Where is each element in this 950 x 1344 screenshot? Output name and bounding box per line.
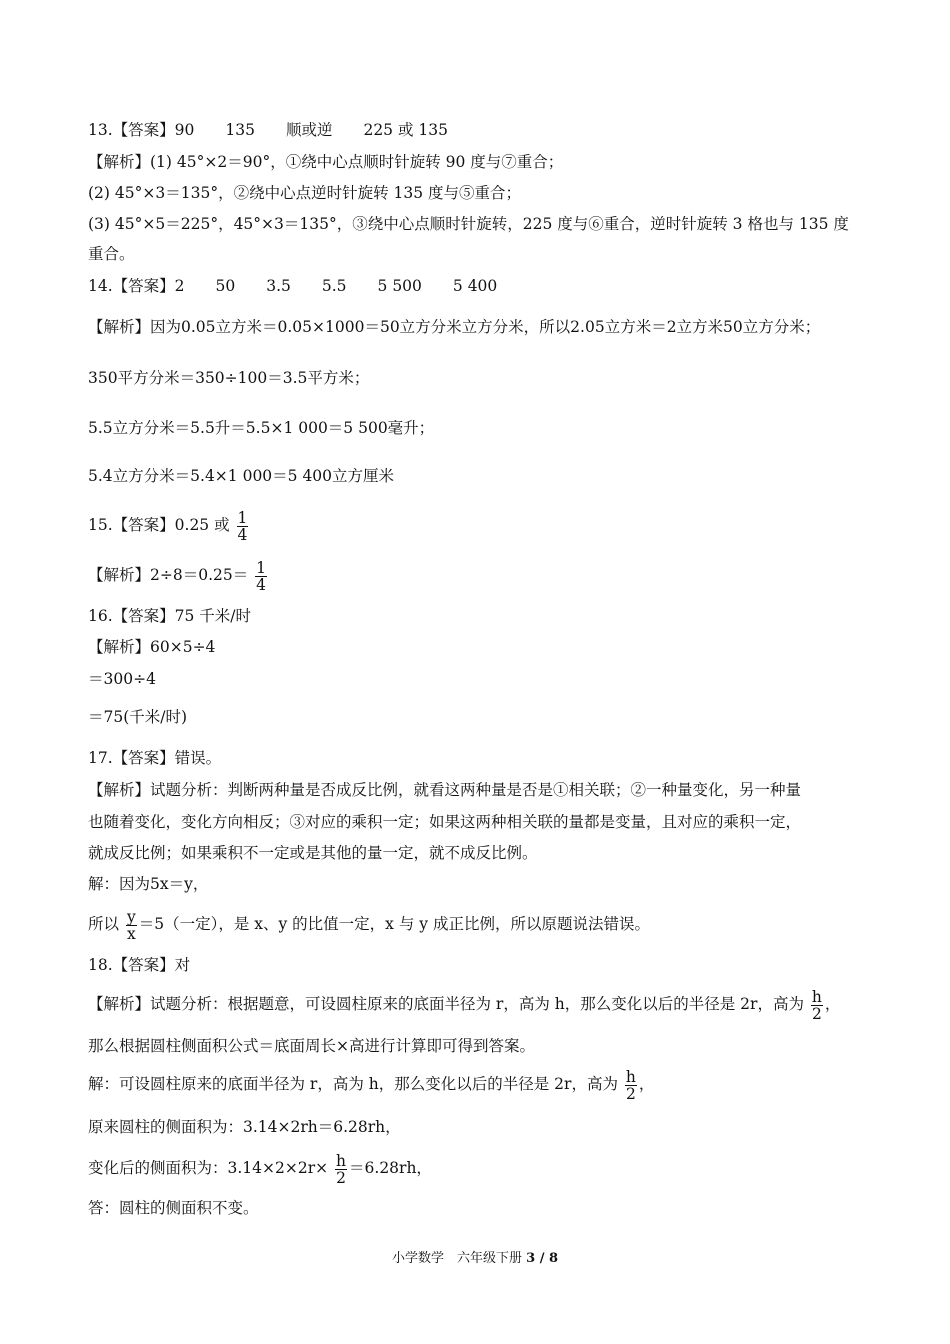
q18-exp3-text: 解：可设圆柱原来的底面半径为 r，高为 h，那么变化以后的半径是 2r，高为 bbox=[88, 1075, 618, 1093]
q13-answer: 13.【答案】90 135 顺或逆 225 或 135 bbox=[88, 121, 448, 139]
q14-answer: 14.【答案】2 50 3.5 5.5 5 500 5 400 bbox=[88, 277, 498, 295]
q13-explanation-line-4: 重合。 bbox=[88, 245, 135, 263]
q15-answer-fraction bbox=[237, 510, 249, 543]
q13-exp2-label: (2) bbox=[88, 184, 110, 202]
q17-exp5-suffix: ＝5（一定），是 x、y 的比值一定，x 与 y 成正比例，所以原题说法错误。 bbox=[138, 915, 650, 933]
q14-explanation-line-3: 5.5立方分米＝5.5升＝5.5×1 000＝5 500毫升； bbox=[88, 419, 435, 437]
q18-answer: 18.【答案】对 bbox=[88, 956, 191, 974]
q15-exp-fraction bbox=[255, 560, 267, 593]
q17-explanation-line-4: 解：因为5x＝y， bbox=[88, 875, 209, 893]
fraction-numerator: h bbox=[811, 987, 822, 1006]
fraction-numerator: y bbox=[126, 907, 136, 926]
q14-explanation-line-2: 350平方分米＝350÷100＝3.5平方米； bbox=[88, 369, 370, 387]
q17-explanation-line-3: 就成反比例；如果乘积不一定或是其他的量一定，就不成反比例。 bbox=[88, 844, 538, 862]
q13-explanation-line-1 bbox=[88, 152, 563, 172]
fraction-numerator: h bbox=[336, 1151, 347, 1170]
q18-exp5-prefix: 变化后的侧面积为：3.14×2×2r× bbox=[88, 1159, 329, 1177]
q16-explanation-line-2: ＝300÷4 bbox=[88, 670, 156, 688]
q13-explanation-line-2 bbox=[88, 183, 521, 203]
fraction-denominator: 2 bbox=[811, 1004, 822, 1023]
q17-ratio-fraction bbox=[126, 909, 137, 942]
q15-answer bbox=[88, 507, 250, 543]
fraction-numerator: h bbox=[625, 1067, 636, 1086]
q17-explanation-line-1: 【解析】试题分析：判断两种量是否成反比例，就看这两种量是否是①相关联；②一种量变化，另一种量 bbox=[88, 781, 802, 799]
q17-exp5-prefix: 所以 bbox=[88, 915, 120, 933]
footer-page-number: 3 / 8 bbox=[526, 1251, 559, 1266]
fraction-numerator: 1 bbox=[256, 558, 267, 577]
q15-exp-prefix: 【解析】2÷8＝0.25＝ bbox=[88, 566, 249, 584]
q13-exp3-math: 45°×5＝225°，45°×3＝135° bbox=[114, 215, 337, 233]
q13-exp1-text: ，①绕中心点顺时针旋转 90 度与⑦重合； bbox=[270, 153, 564, 171]
q17-explanation-line-2: 也随着变化，变化方向相反；③对应的乘积一定；如果这两种相关联的量都是变量，且对应的乘积一定， bbox=[88, 813, 802, 831]
q13-exp3-label: (3) bbox=[88, 215, 110, 233]
fraction-denominator: 4 bbox=[237, 525, 248, 544]
q17-answer: 17.【答案】错误。 bbox=[88, 749, 222, 767]
q14-explanation-line-1: 【解析】因为0.05立方米＝0.05×1000＝50立方分米立方分米，所以2.05立方米＝2立方米50立方分米； bbox=[88, 318, 821, 336]
q13-exp3-text: ，③绕中心点顺时针旋转，225 度与⑥重合，逆时针旋转 3 格也与 135 度 bbox=[336, 215, 849, 233]
q18-height-fraction bbox=[811, 989, 823, 1022]
q18-solution-line-1: 解：可设圆柱原来的底面半径为 r，高为 h，那么变化以后的半径是 2r，高为 $\frac{h}{2}$ ， bbox=[88, 1067, 655, 1103]
fraction-denominator: x bbox=[126, 924, 136, 943]
fraction-numerator: 1 bbox=[237, 508, 248, 527]
fraction-denominator: 2 bbox=[336, 1168, 346, 1187]
q16-explanation-line-3: ＝75(千米/时) bbox=[88, 708, 188, 726]
q18-exp5-suffix: ＝6.28rh， bbox=[349, 1159, 432, 1177]
q18-solution-line-4: 答：圆柱的侧面积不变。 bbox=[88, 1199, 259, 1217]
q13-exp1-math: 45°×2＝90° bbox=[176, 153, 271, 171]
q18-height-fraction-3 bbox=[335, 1153, 347, 1186]
q15-explanation bbox=[88, 557, 269, 593]
q18-exp1-text: 【解析】试题分析：根据题意，可设圆柱原来的底面半径为 r，高为 h，那么变化以后的半径是 2r，高为 bbox=[88, 995, 804, 1013]
q18-solution-line-3 bbox=[88, 1150, 432, 1186]
q15-answer-prefix: 15.【答案】0.25 或 bbox=[88, 516, 230, 534]
fraction-denominator: 2 bbox=[625, 1084, 636, 1103]
q13-exp2-text: ，②绕中心点逆时针旋转 135 度与⑤重合； bbox=[218, 184, 522, 202]
q18-explanation-line-2: 那么根据圆柱侧面积公式＝底面周长×高进行计算即可得到答案。 bbox=[88, 1037, 535, 1055]
q16-explanation-line-1: 【解析】60×5÷4 bbox=[88, 638, 216, 656]
q16-answer: 16.【答案】75 千米/时 bbox=[88, 607, 252, 625]
q13-exp1-label: 【解析】(1) bbox=[88, 153, 172, 171]
page-footer bbox=[0, 1247, 950, 1266]
q18-solution-line-2: 原来圆柱的侧面积为：3.14×2rh＝6.28rh， bbox=[88, 1118, 401, 1136]
q18-explanation-line-1: 【解析】试题分析：根据题意，可设圆柱原来的底面半径为 r，高为 h，那么变化以后的半径是 2r，高为 $\frac{h}{2}$ ， bbox=[88, 987, 841, 1023]
q13-explanation-line-3 bbox=[88, 214, 849, 234]
fraction-denominator: 4 bbox=[256, 575, 267, 594]
q18-height-fraction-2 bbox=[625, 1069, 637, 1102]
footer-label: 小学数学 六年级下册 bbox=[391, 1251, 522, 1266]
q13-exp2-math: 45°×3＝135° bbox=[114, 184, 219, 202]
q14-explanation-line-4: 5.4立方分米＝5.4×1 000＝5 400立方厘米 bbox=[88, 467, 395, 485]
q17-explanation-line-5 bbox=[88, 906, 650, 942]
